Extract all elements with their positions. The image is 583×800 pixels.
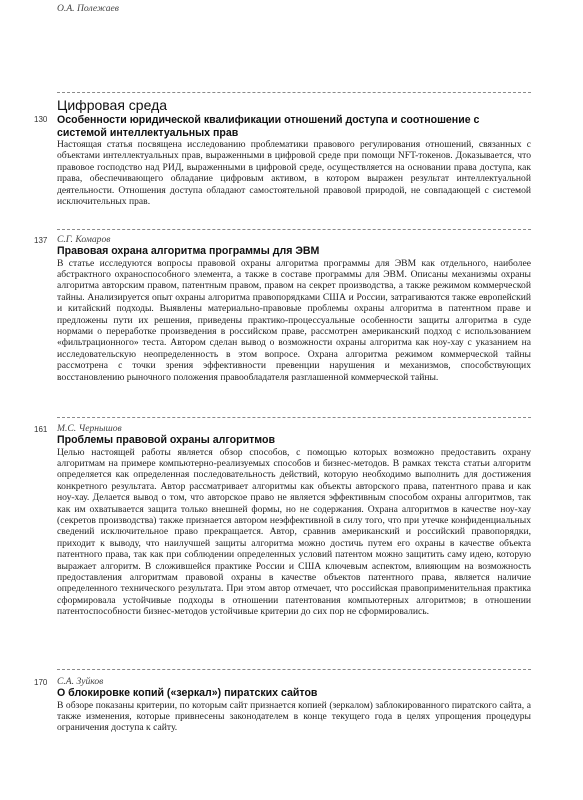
article-title: Проблемы правовой охраны алгоритмов	[57, 434, 275, 446]
article-title: Правовая охрана алгоритма программы для ЭВМ	[57, 245, 320, 257]
entry-separator	[57, 669, 531, 670]
article-page-number: 130	[34, 115, 48, 124]
article-page-number: 137	[34, 236, 48, 245]
entry-separator	[57, 417, 531, 418]
article-author: М.С. Чернышов	[57, 423, 122, 434]
article-author: С.А. Зуйков	[57, 676, 104, 687]
article-entry	[57, 423, 531, 618]
article-page-number: 161	[34, 425, 48, 434]
header-author: О.А. Полежаев	[57, 3, 119, 14]
article-author: С.Г. Комаров	[57, 234, 111, 245]
article-entry	[57, 234, 531, 383]
article-title: О блокировке копий («зеркал») пиратских сайтов	[57, 687, 318, 699]
article-abstract: Настоящая статья посвящена исследованию проблематики правового регулирования отношений, связанных с объектами интеллектуальных прав, выраженными в цифровой среде при помощи NFT-токенов. Доказывается, что правовое господство над РИД, выраженными в цифровой среде, осуществляется на основании права доступа, как права, обеспечивающего обладание цифровым активом, в котором выражен результат интеллектуальной деятельности. Отношения доступа обладают самостоятельной правовой природой, не совпадающей с системой исключительных прав.	[57, 139, 531, 208]
entry-separator	[57, 229, 531, 230]
article-abstract: В обзоре показаны критерии, по которым сайт признается копией (зеркалом) заблокированного пиратского сайта, а также изменения, которые привнесены законодателем в конце текущего года в целях упрощения процедуры ограничения доступа к сайту.	[57, 699, 531, 734]
article-entry	[57, 114, 531, 207]
article-title: Особенности юридической квалификации отношений доступа и соотношение с системой интеллектуальных прав	[57, 114, 480, 139]
article-abstract: Целью настоящей работы является обзор способов, с помощью которых возможно предоставить охрану алгоритмам на примере компьютерно-реализуемых способов и бизнес-методов. В рамках текста статьи алгоритм определяется как определенная последовательность действий, которую необходимо выполнить для достижения конкретного результата. Автор рассматривает алгоритмы как объекты авторского права, патентного права и как ноу-хау. Делается вывод о том, что авторское право не является эффективным способом охраны алгоритмов, так как им охватывается защита только внешней формы, но не содержания. Охрана алгоритмов в качестве ноу-хау (секретов производства) также признается автором неэффективной в силу того, что при утечке конфиденциальных сведений исключительное право прекращается. Автор, сравнив американский и российский правопорядки, приходит к выводу, что наилучшей защиты алгоритма можно достичь путем его охраны в качестве объекта патентного права, так как при соблюдении определенных условий патентом можно защитить саму идею, которую выражает алгоритм. В сложившейся практике России и США ключевым аспектом, влияющим на возможность предоставления алгоритмам правовой охраны в качестве объектов патентного права, является наличие определенного технического результата. При этом автор отмечает, что российская правоприменительная практика сформировала устойчивые подходы в отношении патентования компьютерных алгоритмов; в отношении патентоспособности бизнес-методов устойчивые критерии до сих пор не сформировались.	[57, 446, 531, 618]
article-abstract: В статье исследуются вопросы правовой охраны алгоритма программы для ЭВМ как отдельного, наиболее абстрактного охраноспособного элемента, а также в составе программы для ЭВМ. Описаны механизмы охраны алгоритма авторским правом, патентным правом, правом на секрет производства, а также режимом коммерческой тайны. Анализируется опыт охраны алгоритма правопорядками США и России, затрагиваются также европейский и китайский подходы. Выявлены материально-правовые проблемы охраны алгоритма в патентном праве и предложены пути их решения, приведены практико-процессуальные особенности защиты алгоритма в суде нормами о переработке произведения в российском праве, рассмотрен американский подход с использованием «фильтрационного» теста. Автором сделан вывод о возможности охраны алгоритма как ноу-хау с указанием на исследовательскую неопределенность в этом вопросе. Охрана алгоритма режимом коммерческой тайны рассмотрена с точки зрения эффективности превенции нарушения и механизмов, способствующих восстановлению рыночного положения правообладателя разглашенной коммерческой тайны.	[57, 257, 531, 383]
article-entry	[57, 676, 531, 734]
article-page-number: 170	[34, 678, 48, 687]
section-title: Цифровая среда	[57, 97, 168, 113]
top-separator	[57, 92, 531, 93]
